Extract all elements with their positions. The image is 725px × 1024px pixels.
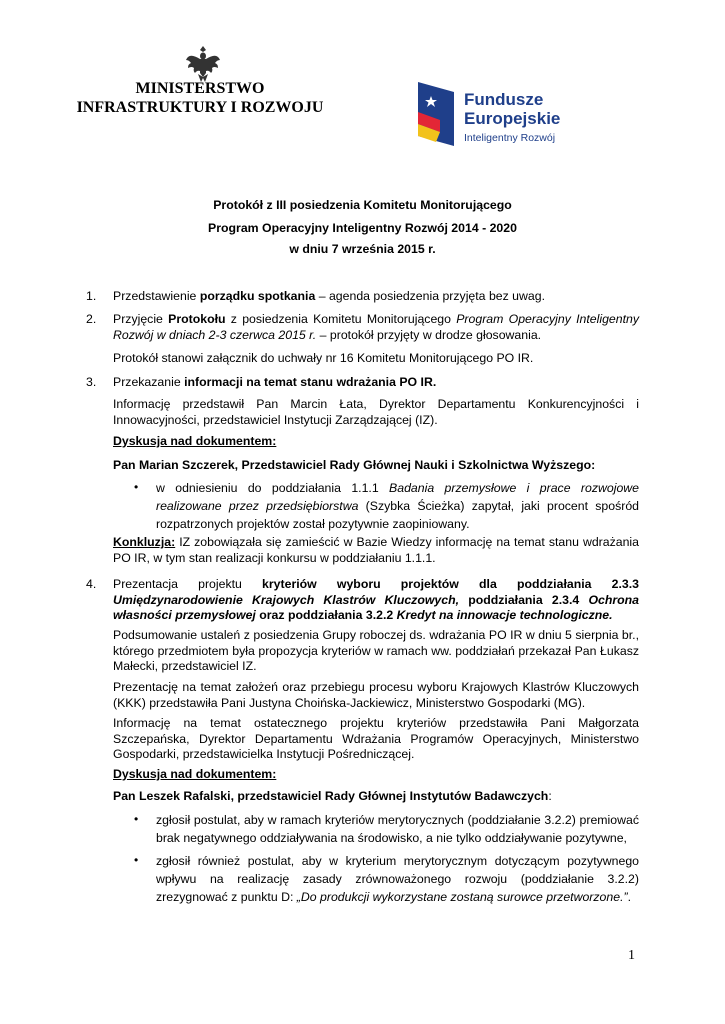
polish-eagle-emblem	[185, 44, 221, 84]
item-3-bullet-1: w odniesieniu do poddziałania 1.1.1 Badania przemysłowe i prace rozwojowe realizowane przez przedsiębiorstwa (Szybka Ścieżka) zapytał, jaki procent spośród rozpatrzonych projektów został pozytywnie zaopiniowany.	[156, 481, 640, 531]
item-2-text: Przyjęcie Protokołu z posiedzenia Komitetu Monitorującego Program Operacyjny Inteligentny Rozwój w dniach 2-3 czerwca 2015 r. – protokół przyjęty w drodze głosowania.	[113, 312, 639, 342]
item-1-number: 1.	[86, 289, 97, 303]
item-3-discussion-heading: Dyskusja nad dokumentem:	[113, 434, 277, 448]
document-title-line3: w dniu 7 września 2015 r.	[289, 242, 436, 256]
item-4-heading: Prezentacja projektu kryteriów wyboru projektów dla poddziałania 2.3.3 Umiędzynarodowienie Krajowych Klastrów Kluczowych, poddziałania 2.3.4 Ochrona własności przemysłowej oraz poddziałania 3.2.2 Kredyt na innowacje technologiczne.	[113, 577, 640, 622]
item-4-discussion-heading: Dyskusja nad dokumentem:	[113, 767, 277, 781]
item-3-paragraph: Informację przedstawił Pan Marcin Łata, Dyrektor Departamentu Konkurencyjności i Innowacyjności, przedstawiciel Instytucji Zarządzającej (IZ).	[113, 397, 639, 427]
bullet-icon: •	[134, 812, 139, 826]
item-2-number: 2.	[86, 312, 97, 326]
item-4-paragraph-3: Informację na temat ostatecznego projektu kryteriów przedstawiła Pani Małgorzata Szczepańska, Dyrektor Departamentu Wdrażania Programów Operacyjnych, Ministerstwo Gospodarki, przedstawicielka Instytucji Pośredniczącej.	[113, 716, 639, 761]
document-title-line2: Program Operacyjny Inteligentny Rozwój 2014 - 2020	[208, 221, 517, 235]
item-4-bullet-1: zgłosił postulat, aby w ramach kryteriów merytorycznych (poddziałanie 3.2.2) premiować brak negatywnego oddziaływania na środowisko, a nie tylko oddziaływanie pozytywne,	[156, 813, 639, 845]
item-3-heading: Przekazanie informacji na temat stanu wdrażania PO IR.	[113, 375, 437, 389]
ministry-name-line2: INFRASTRUKTURY I ROZWOJU	[76, 99, 324, 116]
item-4-paragraph-1: Podsumowanie ustaleń z posiedzenia Grupy roboczej ds. wdrażania PO IR w dniu 5 sierpnia br., którego przedmiotem była propozycja kryteriów w ramach ww. poddziałań przekazał Pan Łukasz Małecki, przedstawiciel IZ.	[113, 628, 639, 673]
fundusze-europejskie-logo-icon	[418, 82, 454, 146]
fe-logo-text-line1: Fundusze	[464, 90, 544, 109]
item-4-paragraph-2: Prezentację na temat założeń oraz przebiegu procesu wyboru Krajowych Klastrów Kluczowych (KKK) przedstawiła Pani Justyna Choińska-Jackiewicz, Ministerstwo Gospodarki (MG).	[113, 680, 639, 710]
item-4-bullet-2: zgłosił również postulat, aby w kryterium merytorycznym dotyczącym pozytywnego wpływu na realizację zasady zrównoważonego rozwoju (poddziałanie 3.2.2) zrezygnować z punktu D: „Do produkcji wykorzystane zostaną surowce przetworzone.”.	[156, 854, 639, 904]
bullet-icon: •	[134, 853, 139, 867]
fe-logo-text-line3: Inteligentny Rozwój	[464, 132, 556, 144]
ministry-name-line1: MINISTERSTWO	[135, 80, 265, 97]
bullet-icon: •	[134, 480, 139, 494]
item-3-number: 3.	[86, 375, 97, 389]
item-2-note: Protokół stanowi załącznik do uchwały nr 16 Komitetu Monitorującego PO IR.	[113, 351, 534, 365]
item-3-speaker: Pan Marian Szczerek, Przedstawiciel Rady Głównej Nauki i Szkolnictwa Wyższego:	[113, 458, 596, 472]
item-3-conclusion: Konkluzja: IZ zobowiązała się zamieścić w Bazie Wiedzy informację na temat stanu wdrażania PO IR, w tym stan realizacji konkursu w poddziałaniu 1.1.1.	[113, 535, 639, 565]
document-title-line1: Protokół z III posiedzenia Komitetu Monitorującego	[213, 198, 512, 212]
fe-logo-text-line2: Europejskie	[464, 109, 561, 128]
item-1-text: Przedstawienie porządku spotkania – agenda posiedzenia przyjęta bez uwag.	[113, 289, 545, 303]
item-4-number: 4.	[86, 577, 97, 591]
page-number: 1	[628, 948, 635, 963]
item-4-speaker: Pan Leszek Rafalski, przedstawiciel Rady Głównej Instytutów Badawczych:	[113, 789, 552, 803]
